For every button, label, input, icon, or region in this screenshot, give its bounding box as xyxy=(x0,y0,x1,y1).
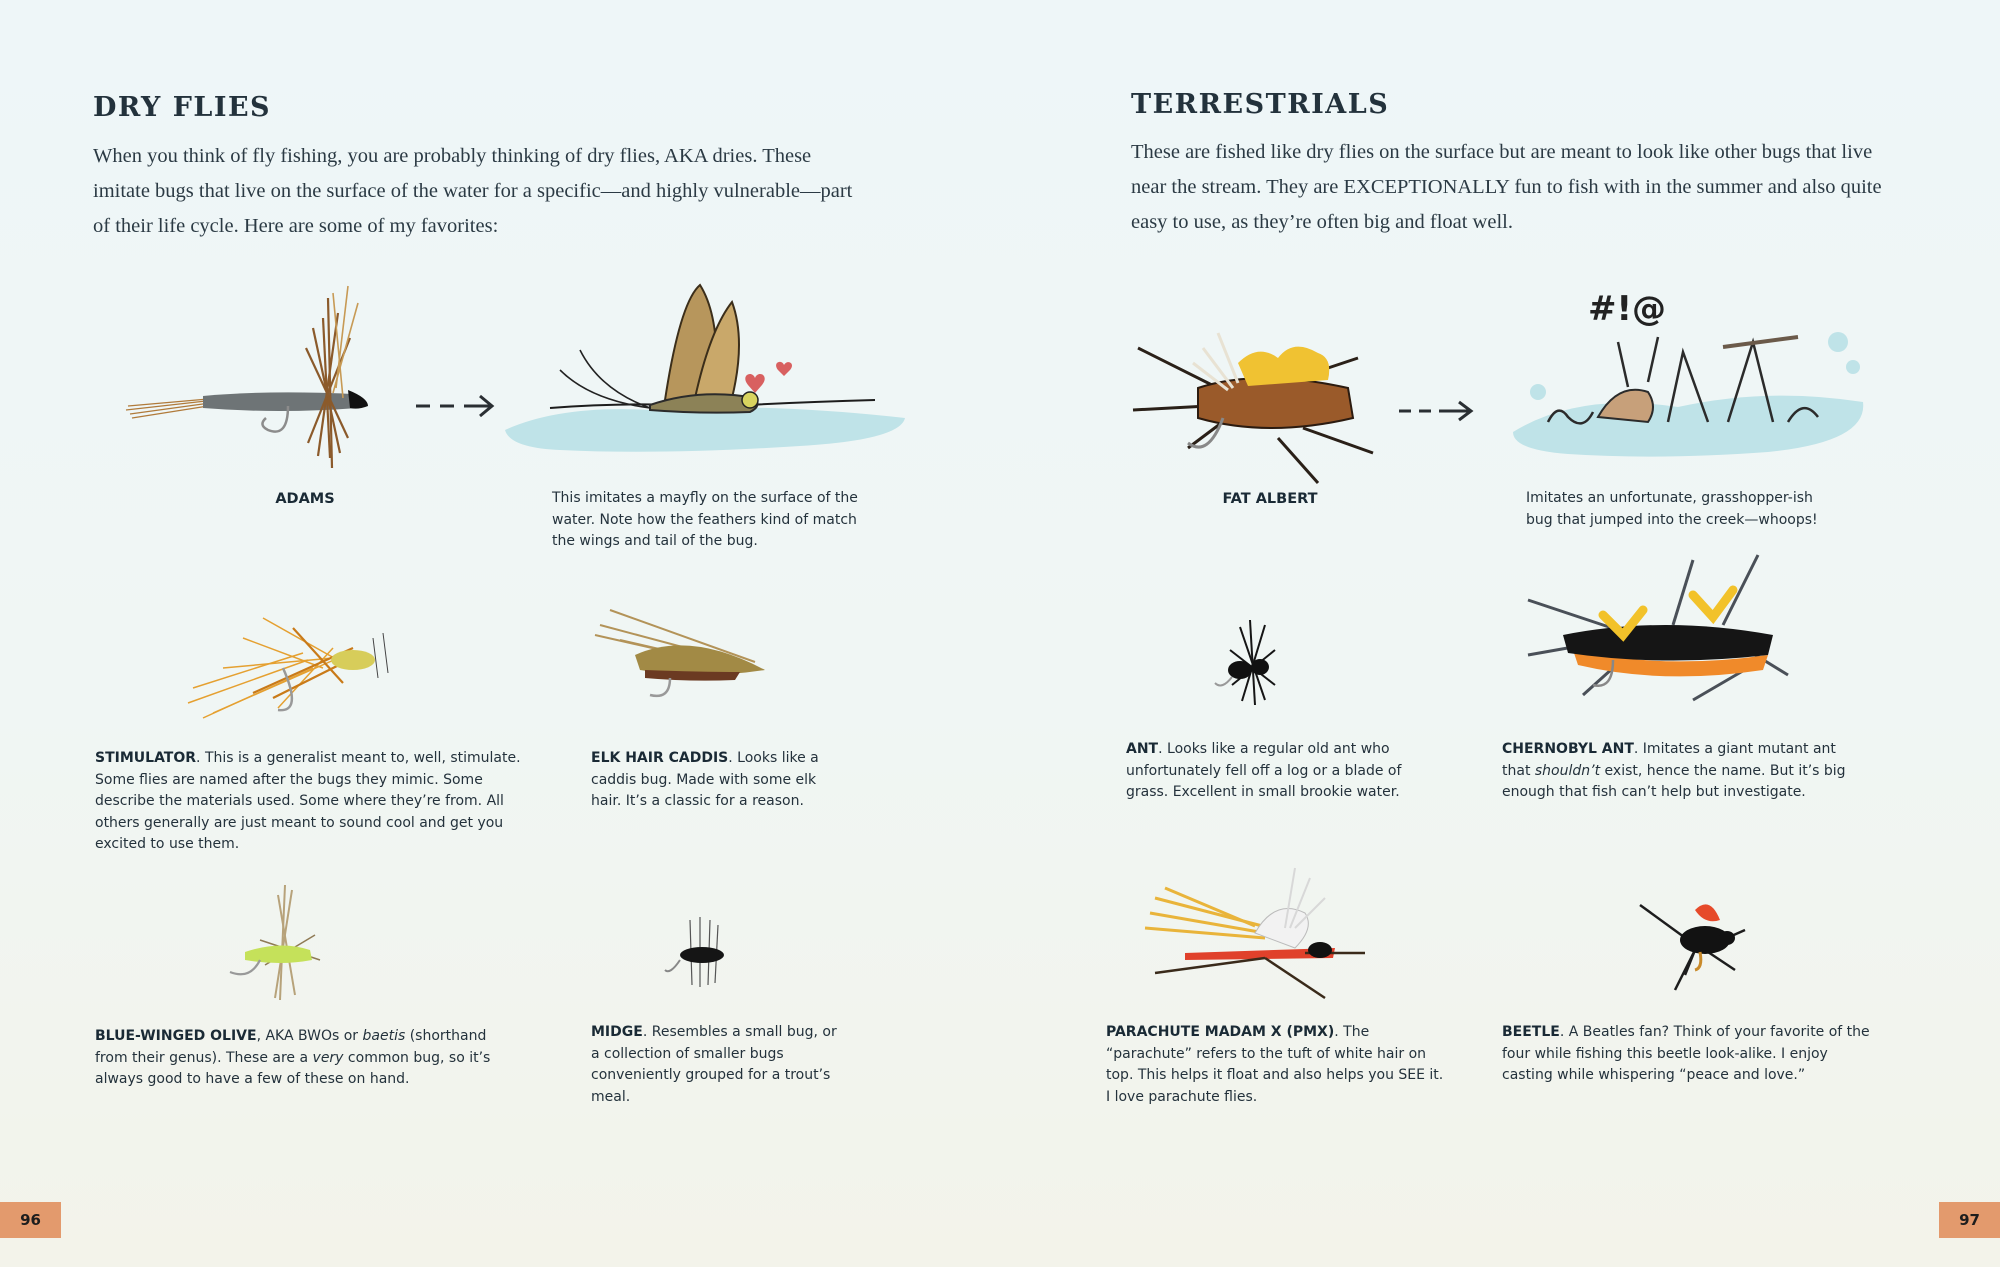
elk-hair-caddis-name: ELK HAIR CADDIS xyxy=(591,750,729,766)
midge-name: MIDGE xyxy=(591,1024,643,1040)
bwo-text-1: , AKA BWOs or xyxy=(256,1028,363,1044)
adams-label: ADAMS xyxy=(275,491,335,507)
arrow-right-icon-2 xyxy=(1395,397,1475,427)
pmx-fly-icon xyxy=(1145,858,1375,1008)
ant-name: ANT xyxy=(1126,741,1159,757)
mayfly-caption: This imitates a mayfly on the surface of the water. Note how the feathers kind of match the wings and tail of the bug. xyxy=(552,490,858,549)
right-page xyxy=(1000,0,2000,1267)
terrestrials-title: TERRESTRIALS xyxy=(1131,89,1390,120)
bwo-italic-1: baetis xyxy=(362,1028,406,1044)
beetle-fly-icon xyxy=(1635,890,1760,995)
stimulator-text: . This is a generalist meant to, well, stimulate. Some flies are named after the bugs they mimic. Some describe the materials used. Some where they’re from. All others generally are just meant to sound cool and get you excited to use them. xyxy=(95,750,521,852)
ant-caption xyxy=(1126,739,1426,804)
terrestrials-intro: These are fished like dry flies on the surface but are meant to look like other bugs that live near the stream. They are EXCEPTIONALLY fun to fish with in the summer and also quite easy to use, as they’re often big and float well. xyxy=(1131,141,1882,233)
beetle-name: BEETLE xyxy=(1502,1024,1560,1040)
bwo-caption xyxy=(95,1026,515,1091)
chernobyl-text-2: exist, hence the name. But it’s big enough that fish can’t help but investigate. xyxy=(1502,762,1846,800)
pmx-caption xyxy=(1106,1022,1446,1108)
fat-albert-label: FAT ALBERT xyxy=(1222,491,1318,507)
midge-caption xyxy=(591,1022,841,1108)
pmx-text: . The “parachute” refers to the tuft of white hair on top. This helps it float and also helps you SEE it. I love parachute flies. xyxy=(1106,1024,1444,1105)
bwo-name: BLUE-WINGED OLIVE xyxy=(95,1028,257,1044)
chernobyl-text-1: . Imitates a giant mutant ant that xyxy=(1502,741,1836,779)
fat-albert-fly-icon xyxy=(1128,318,1393,488)
dry-flies-intro: When you think of fly fishing, you are probably thinking of dry flies, AKA dries. These imitate bugs that live on the surface of the water for a specific—and highly vulnerable—part of their life cycle. Here are some of my favorites: xyxy=(93,145,853,237)
bwo-fly-icon xyxy=(220,880,340,1015)
stimulator-caption xyxy=(95,748,525,856)
chernobyl-caption xyxy=(1502,739,1862,804)
stimulator-fly-icon xyxy=(183,598,413,728)
grasshopper-icon xyxy=(1508,282,1868,467)
page-number-left: 96 xyxy=(0,1202,61,1238)
beetle-caption xyxy=(1502,1022,1882,1087)
beetle-text: . A Beatles fan? Think of your favorite of the four while fishing this beetle look-alike. I enjoy casting while whispering “peace and love.” xyxy=(1502,1024,1870,1083)
ant-text: . Looks like a regular old ant who unfortunately fell off a log or a blade of grass. Excellent in small brookie water. xyxy=(1126,741,1402,800)
grasshopper-caption: Imitates an unfortunate, grasshopper-ish bug that jumped into the creek—whoops! xyxy=(1526,490,1818,528)
adams-fly-icon xyxy=(118,278,388,478)
elk-hair-caddis-icon xyxy=(590,600,780,710)
bwo-italic-2: very xyxy=(312,1049,344,1066)
dry-flies-title: DRY FLIES xyxy=(93,92,272,123)
chernobyl-name: CHERNOBYL ANT xyxy=(1502,741,1634,757)
elk-hair-caddis-text: . Looks like a caddis bug. Made with some elk hair. It’s a classic for a reason. xyxy=(591,750,819,809)
midge-text: . Resembles a small bug, or a collection of smaller bugs conveniently grouped for a trout’s meal. xyxy=(591,1024,837,1105)
chernobyl-italic: shouldn’t xyxy=(1534,762,1601,779)
pmx-name: PARACHUTE MADAM X (PMX) xyxy=(1106,1024,1335,1040)
grasshopper-exclaim: #!@ xyxy=(1588,289,1666,329)
bwo-text-2: (shorthand from their genus). These are a xyxy=(95,1028,487,1066)
midge-fly-icon xyxy=(660,915,750,1000)
stimulator-name: STIMULATOR xyxy=(95,750,197,766)
chernobyl-ant-icon xyxy=(1523,555,1793,705)
mayfly-icon xyxy=(500,280,910,465)
ant-fly-icon xyxy=(1210,615,1290,710)
page-number-right: 97 xyxy=(1939,1202,2000,1238)
elk-hair-caddis-caption xyxy=(591,748,841,813)
arrow-right-icon xyxy=(412,392,497,422)
bwo-text-3: common bug, so it’s always good to have a few of these on hand. xyxy=(95,1049,491,1087)
